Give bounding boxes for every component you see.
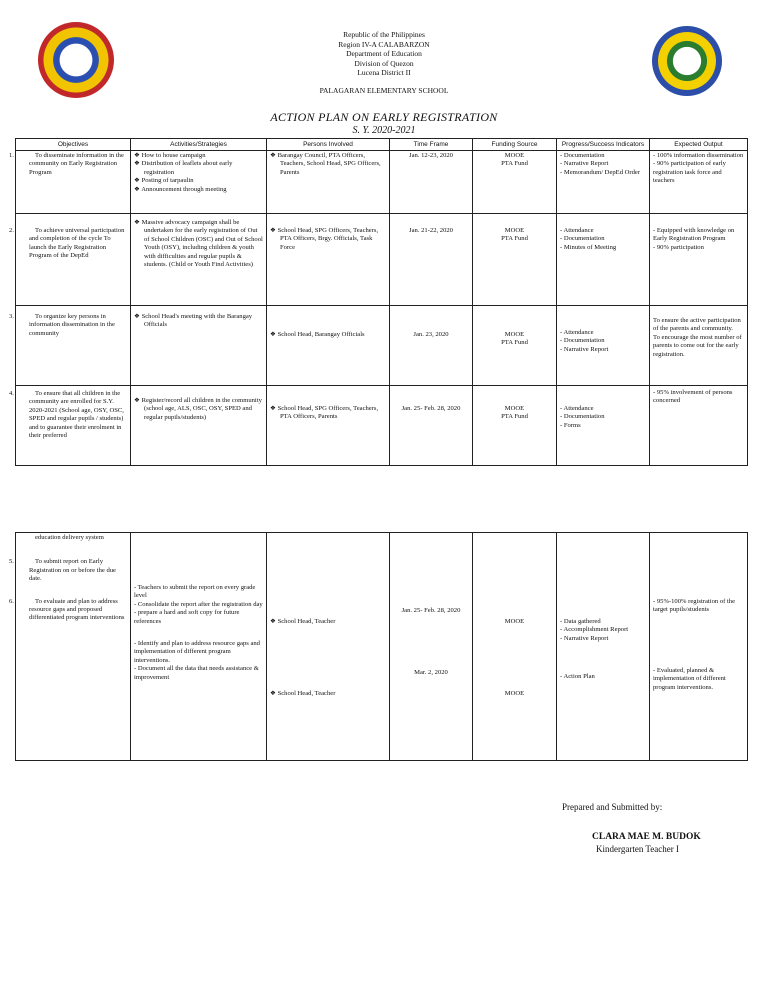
activity-item: Announcement through meeting (141, 185, 227, 193)
objective-cell (9, 533, 131, 761)
bullet-icon: ❖ (134, 397, 140, 404)
bullet-icon: ❖ (270, 690, 276, 698)
activity-item: Posting of tarpaulin (141, 177, 194, 185)
funding-cell (473, 306, 557, 386)
indicators-cell (557, 386, 650, 466)
indicator-item: - Documentation (560, 235, 605, 243)
bullet-icon: ❖ (270, 405, 276, 412)
time-frame-cell: Jan. 12-23, 2020 (390, 151, 473, 214)
objective-text: To ensure that all children in the community are enrolled for S.Y. 2020-2021 (School age, OSY, OSC, SPED and regular pupils / students) and to guarantee their enrolment in their preferred (29, 390, 124, 440)
activities-cell (131, 214, 267, 306)
objective-cell (9, 214, 131, 306)
time-frame-cell (390, 214, 473, 306)
col-header-activities: Activities/Strategies (131, 139, 267, 151)
persons-text: School Head, Teacher (277, 618, 336, 625)
funding-item: PTA Fund (501, 339, 528, 347)
indicator-item: - Narrative Report (560, 160, 609, 168)
time-frame-text: Mar. 2, 2020 (414, 669, 448, 677)
objective-number: 6. (9, 597, 14, 605)
bullet-icon: ❖ (270, 227, 276, 234)
bullet-icon: ❖ (270, 618, 276, 625)
persons-cell (267, 214, 390, 306)
activity-item: How to house campaign (141, 152, 206, 159)
indicator-item: - Narrative Report (560, 634, 609, 642)
objective-text: To evaluate and plan to address resource gaps and proposed differentiated program interventions (29, 597, 125, 622)
activity-item: Distribution of leaflets about early registration (141, 160, 233, 176)
funding-item: PTA Fund (501, 160, 528, 168)
col-header-funding: Funding Source (473, 139, 557, 151)
funding-item: MOOE (504, 331, 525, 338)
objective-cell (9, 306, 131, 386)
output-item: - 95% involvement of persons concerned (653, 389, 733, 405)
objective-text: To submit report on Early Registration on or before the due date. (29, 558, 116, 583)
persons-cell (267, 533, 390, 761)
document-header (0, 30, 768, 78)
activity-item: - Consolidate the report after the registration day (134, 600, 263, 608)
header-line: Division of Quezon (354, 58, 414, 68)
output-item: - 90% participation of early registration task force and teachers (653, 160, 726, 185)
bullet-icon: ❖ (270, 331, 276, 338)
time-frame-text: Jan. 25- Feb. 28, 2020 (401, 607, 461, 614)
activity-item: Massive advocacy campaign shall be undertaken for the early registration of Out of School Children (OSC) and Out of School Youth (OSY), including children & youth with difficulties and regular pupils & students. (Child or Youth Find Activities) (141, 219, 263, 269)
indicator-item: - Data gathered (560, 618, 601, 625)
objective-cell (9, 151, 131, 214)
time-frame-text: Jan. 25- Feb. 28, 2020 (401, 405, 461, 412)
table-row (16, 151, 748, 214)
col-header-objectives: Objectives (16, 139, 131, 151)
objective-text: To disseminate information in the community on Early Registration Program (29, 152, 124, 176)
indicator-item: - Forms (560, 421, 581, 429)
table-row (16, 306, 748, 386)
persons-cell (267, 386, 390, 466)
bullet-icon: ❖ (134, 160, 140, 168)
bullet-icon: ❖ (134, 152, 140, 159)
action-plan-table (9, 138, 748, 466)
bullet-icon: ❖ (134, 313, 140, 320)
activity-item: - prepare a hard and soft copy for future references (134, 609, 240, 625)
activity-item: Register/record all children in the community (school age, ALS, OSC, OSY, SPED and regular pupils/students) (141, 397, 262, 421)
action-plan-table-continued (9, 532, 748, 761)
funding-item: MOOE (504, 690, 525, 698)
persons-cell (267, 306, 390, 386)
output-cell (650, 306, 748, 386)
objective-number: 5. (9, 558, 14, 566)
persons-text: School Head, Barangay Officials (277, 331, 365, 338)
time-frame-cell (390, 386, 473, 466)
indicator-item: - Action Plan (560, 673, 595, 681)
activity-item: - Identify and plan to address resource gaps and implementation of different program interventions. (134, 640, 260, 664)
indicator-item: - Documentation (560, 152, 605, 159)
funding-item: MOOE (504, 405, 525, 412)
persons-text: School Head, SPG Officers, Teachers, PTA Officers, Brgy. Officials, Task Force (277, 227, 379, 251)
indicator-item: - Attendance (560, 405, 594, 412)
funding-item: MOOE (504, 618, 525, 625)
activities-cell (131, 306, 267, 386)
persons-text: School Head, SPG Officers, Teachers, PTA Officers, Parents (277, 405, 379, 421)
objective-text: To organize key persons in information dissemination in the community (29, 313, 115, 337)
indicators-cell (557, 151, 650, 214)
table-row (16, 386, 748, 466)
output-cell (650, 386, 748, 466)
objective-continuation: education delivery system (35, 534, 104, 541)
time-frame-text: Jan. 23, 2020 (413, 331, 449, 338)
indicators-cell (557, 214, 650, 306)
header-line: Republic of the Philippines (343, 30, 425, 39)
activities-cell (131, 386, 267, 466)
persons-text: School Head, Teacher (277, 690, 336, 698)
indicator-item: - Minutes of Meeting (560, 243, 617, 251)
col-header-time-frame: Time Frame (390, 139, 473, 151)
school-name: PALAGARAN ELEMENTARY SCHOOL (319, 86, 449, 95)
funding-item: MOOE (504, 152, 525, 159)
objective-cell (9, 386, 131, 466)
persons-text: Barangay Council, PTA Officers, Teachers, School Head, SPG Officers, Parents (277, 152, 381, 176)
output-item: - 100% information dissemination (653, 152, 744, 159)
signatory-position: Kindergarten Teacher I (596, 844, 679, 854)
funding-cell (473, 533, 557, 761)
col-header-persons: Persons Involved (267, 139, 390, 151)
bullet-icon: ❖ (134, 177, 140, 185)
document-title: ACTION PLAN ON EARLY REGISTRATION (270, 110, 498, 124)
prepared-by-label: Prepared and Submitted by: (562, 802, 663, 812)
indicator-item: - Narrative Report (560, 345, 609, 353)
output-item: - Evaluated, planned & implementation of different program interventions. (653, 666, 726, 691)
output-cell (650, 151, 748, 214)
funding-item: MOOE (504, 227, 525, 234)
funding-item: PTA Fund (501, 413, 528, 421)
col-header-indicators: Progress/Success Indicators (557, 139, 650, 151)
time-frame-cell (390, 533, 473, 761)
output-item: To encourage the most number of parents to come out for the early registration. (653, 333, 742, 358)
signatory-name: CLARA MAE M. BUDOK (592, 832, 701, 842)
time-frame-text: Jan. 21-22, 2020 (409, 227, 453, 234)
persons-cell (267, 151, 390, 214)
header-line: Lucena District II (357, 68, 411, 78)
activity-item: - Document all the data that needs assistance & improvement (134, 665, 259, 681)
indicator-item: - Documentation (560, 337, 605, 345)
indicator-item: - Documentation (560, 413, 605, 421)
indicator-item: - Memorandum/ DepEd Order (560, 168, 641, 176)
funding-cell (473, 386, 557, 466)
school-year: S. Y. 2020-2021 (352, 125, 416, 136)
activities-cell (131, 533, 267, 761)
output-item: - 90% participation (653, 243, 704, 251)
col-header-output: Expected Output (650, 139, 748, 151)
objective-number: 4. (9, 390, 14, 397)
objective-number: 2. (9, 227, 14, 234)
activity-item: School Head's meeting with the Barangay Officials (141, 313, 253, 329)
bullet-icon: ❖ (134, 219, 140, 226)
bullet-icon: ❖ (270, 152, 276, 159)
table-row (16, 214, 748, 306)
objective-number: 3. (9, 313, 14, 320)
indicator-item: - Attendance (560, 227, 594, 234)
time-frame-cell (390, 306, 473, 386)
output-cell (650, 533, 748, 761)
activities-cell (131, 151, 267, 214)
funding-cell (473, 214, 557, 306)
funding-item: PTA Fund (501, 235, 528, 243)
header-line: Region IV-A CALABARZON (338, 39, 430, 49)
objective-number: 1. (9, 152, 14, 159)
output-item: To ensure the active participation of the parents and community. (653, 317, 741, 333)
indicators-cell (557, 306, 650, 386)
table-row (16, 533, 748, 761)
bullet-icon: ❖ (134, 185, 140, 193)
header-line: Department of Education (346, 49, 422, 59)
indicator-item: - Attendance (560, 329, 594, 336)
indicators-cell (557, 533, 650, 761)
output-cell (650, 214, 748, 306)
activity-item: - Teachers to submit the report on every grade level (134, 584, 256, 600)
objective-text: To achieve universal participation and completion of the cycle To launch the Early Registration Program of the DepEd (29, 227, 125, 260)
output-item: - 95%-100% registration of the target pupils/students (653, 598, 736, 614)
indicator-item: - Accomplishment Report (560, 626, 629, 634)
funding-cell (473, 151, 557, 214)
output-item: - Equipped with knowledge on Early Registration Program (653, 227, 735, 243)
